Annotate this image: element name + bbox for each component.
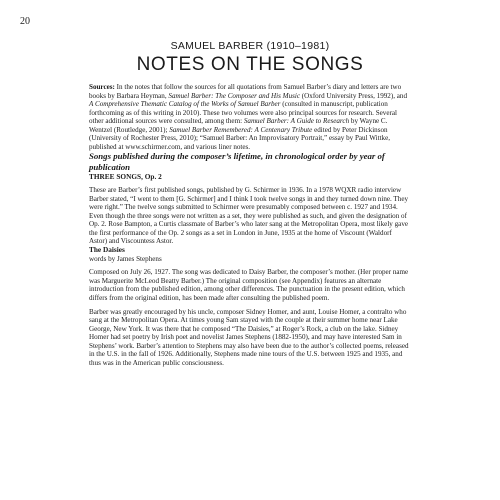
book-title-4: Samuel Barber Remembered: A Centenary Tribute	[169, 125, 313, 134]
sources-text-5: edited by Peter Dickinson (University of Rochester Press, 2010); “Samuel Barber: An Improvisatory Portrait,” essay by Paul Wittke, published at www.schirmer.com, and various liner notes.	[89, 125, 391, 151]
page-title: NOTES ON THE SONGS	[136, 54, 364, 75]
song-credit: words by James Stephens	[89, 254, 162, 263]
work-title: THREE SONGS, Op. 2	[89, 172, 162, 182]
book-title-1: Samuel Barber: The Composer and His Music	[168, 91, 301, 100]
sources-label: Sources:	[89, 83, 115, 91]
song-title: The Daisies	[89, 245, 125, 255]
book-title-2: A Comprehensive Thematic Catalog of the Works of Samuel Barber	[89, 100, 281, 109]
page-header	[0, 40, 500, 76]
sources-paragraph	[89, 83, 409, 151]
sources-text-2: (Oxford University Press, 1992), and	[300, 91, 407, 100]
song-paragraph-2: Barber was greatly encouraged by his uncle, composer Sidney Homer, and aunt, Louise Homer, a contralto who sang at the Metropolitan Opera. At times young Sam stayed with the couple at their summer home near Lake George, New York. It was there that he composed “The Daisies,” at Roger’s Rock, a club on the lake. Sidney Homer had set poetry by Irish poet and novelist James Stephens (1882-1950), and may have interested Sam in Stephens’ work. Barber’s attention to Stephens may also have been due to the author’s collected poems, released in the U.S. in the fall of 1926. Additionally, Stephens made nine tours of the U.S. between 1925 and 1935, and thus was in the American public consciousness.	[89, 307, 409, 367]
sources-text-4: by Wayne C. Wentzel (Routledge, 2001);	[89, 117, 388, 134]
body-text	[89, 83, 409, 367]
work-paragraph: These are Barber’s first published songs, published by G. Schirmer in 1936. In a 1978 WQXR radio interview Barber stated, “I went to them [G. Schirmer] and I think I took twelve songs in and they turned down nine. They were right.” The twelve songs submitted to Schirmer were presumably composed between c. 1927 and 1934. Even though the three songs were not written as a set, they were published as such, and given the designation of Op. 2. Rose Bampton, a Curtis classmate of Barber’s who later sang at the Metropolitan Opera, most likely gave the first performance of the Op. 2 songs as a set in London in June, 1935 at the home of Viscount (Waldorf Astor) and Viscountess Astor.	[89, 186, 409, 246]
sources-text-3: (consulted in manuscript, publication forthcoming as of this writing in 2010). These two volumes were also principal sources for research. Several other additional sources were consulted, among them:	[89, 100, 397, 126]
book-title-3: Samuel Barber: A Guide to Research	[243, 117, 350, 126]
section-heading: Songs published during the composer’s lifetime, in chronological order by year of publication	[89, 151, 385, 172]
composer-heading: SAMUEL BARBER (1910–1981)	[170, 40, 330, 52]
sources-text-1: In the notes that follow the sources for all quotations from Samuel Barber’s diary and letters are two books by Barbara Heyman,	[89, 83, 402, 100]
page-number: 20	[20, 16, 30, 27]
song-paragraph-1: Composed on July 26, 1927. The song was dedicated to Daisy Barber, the composer’s mother. (Her proper name was Marguerite McLeod Beatty Barber.) The original composition (see Appendix) features an alternate introduction from the published edition, among other differences. The punctuation in the present edition, which differs from the original edition, has been made after consulting the published poem.	[89, 268, 409, 302]
